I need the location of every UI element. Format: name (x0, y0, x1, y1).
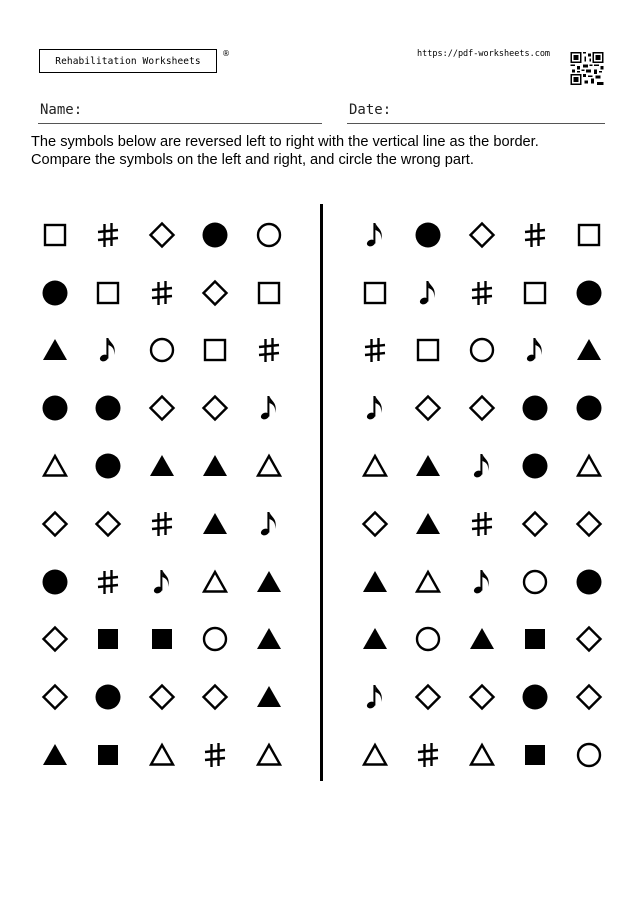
right-symbol-cell[interactable] (402, 206, 456, 264)
square-outline-icon (201, 336, 229, 364)
right-symbol-cell[interactable] (509, 553, 563, 611)
right-symbol-cell[interactable] (402, 495, 456, 553)
note-icon (94, 336, 122, 364)
right-symbol-cell[interactable] (402, 611, 456, 669)
circle-outline-icon (521, 568, 549, 596)
square-outline-icon (361, 279, 389, 307)
left-symbol-cell[interactable] (242, 495, 296, 553)
date-field[interactable] (347, 102, 605, 124)
circle-filled-icon (41, 279, 69, 307)
circle-outline-icon (201, 625, 229, 653)
triangle-outline-icon (468, 741, 496, 769)
circle-outline-icon (148, 336, 176, 364)
diamond-outline-icon (201, 683, 229, 711)
diamond-outline-icon (361, 510, 389, 538)
square-outline-icon (521, 279, 549, 307)
left-symbol-cell[interactable] (28, 206, 82, 264)
note-icon (361, 221, 389, 249)
diamond-outline-icon (148, 394, 176, 422)
left-symbol-cell[interactable] (135, 437, 189, 495)
triangle-outline-icon (361, 452, 389, 480)
left-symbol-cell[interactable] (28, 611, 82, 669)
diamond-outline-icon (468, 394, 496, 422)
left-symbol-cell[interactable] (189, 206, 243, 264)
left-symbol-cell[interactable] (242, 553, 296, 611)
right-symbol-cell[interactable] (348, 611, 402, 669)
instructions (31, 133, 539, 169)
circle-outline-icon (575, 741, 603, 769)
left-symbol-cell[interactable] (28, 553, 82, 611)
sharp-icon (148, 510, 176, 538)
left-symbol-cell[interactable] (242, 726, 296, 784)
circle-filled-icon (41, 394, 69, 422)
note-icon (361, 394, 389, 422)
sharp-icon (148, 279, 176, 307)
diamond-outline-icon (414, 394, 442, 422)
left-symbol-cell[interactable] (242, 668, 296, 726)
left-symbol-cell[interactable] (189, 726, 243, 784)
left-symbol-cell[interactable] (82, 668, 136, 726)
right-symbol-cell[interactable] (402, 379, 456, 437)
right-symbol-cell[interactable] (455, 611, 509, 669)
site-url[interactable]: https://pdf-worksheets.com (417, 49, 551, 59)
triangle-filled-icon (414, 510, 442, 538)
left-symbol-cell[interactable] (135, 495, 189, 553)
instruction-line-1: The symbols below are reversed left to right with the vertical line as the border. (31, 134, 539, 150)
right-symbol-cell[interactable] (509, 726, 563, 784)
left-symbol-cell[interactable] (189, 437, 243, 495)
right-symbol-cell[interactable] (562, 668, 616, 726)
diamond-outline-icon (201, 394, 229, 422)
left-symbol-cell[interactable] (82, 437, 136, 495)
triangle-filled-icon (414, 452, 442, 480)
qr-code-icon (570, 52, 604, 85)
left-symbol-cell[interactable] (242, 611, 296, 669)
left-symbol-cell[interactable] (82, 206, 136, 264)
left-symbol-cell[interactable] (82, 379, 136, 437)
left-symbol-cell[interactable] (82, 726, 136, 784)
triangle-outline-icon (41, 452, 69, 480)
worksheet-title-box (39, 49, 217, 73)
right-symbol-cell[interactable] (348, 726, 402, 784)
right-symbol-cell[interactable] (562, 264, 616, 322)
square-filled-icon (148, 625, 176, 653)
left-symbol-cell[interactable] (189, 264, 243, 322)
right-symbol-cell[interactable] (509, 668, 563, 726)
diamond-outline-icon (41, 625, 69, 653)
circle-filled-icon (521, 683, 549, 711)
sharp-icon (94, 568, 122, 596)
left-symbol-cell[interactable] (189, 379, 243, 437)
diamond-outline-icon (41, 510, 69, 538)
triangle-filled-icon (361, 568, 389, 596)
left-symbol-cell[interactable] (28, 322, 82, 380)
circle-filled-icon (94, 394, 122, 422)
left-symbol-cell[interactable] (28, 495, 82, 553)
left-symbol-cell[interactable] (82, 611, 136, 669)
right-symbol-cell[interactable] (562, 379, 616, 437)
left-symbol-cell[interactable] (242, 206, 296, 264)
triangle-outline-icon (361, 741, 389, 769)
circle-filled-icon (41, 568, 69, 596)
triangle-outline-icon (148, 741, 176, 769)
sharp-icon (468, 510, 496, 538)
right-symbol-cell[interactable] (402, 437, 456, 495)
right-symbol-cell[interactable] (509, 206, 563, 264)
circle-filled-icon (575, 568, 603, 596)
left-symbol-cell[interactable] (135, 611, 189, 669)
right-symbol-cell[interactable] (562, 553, 616, 611)
right-symbol-cell[interactable] (348, 495, 402, 553)
instruction-line-2: Compare the symbols on the left and right, and circle the wrong part. (31, 152, 474, 168)
left-symbol-cell[interactable] (135, 668, 189, 726)
left-symbol-cell[interactable] (135, 379, 189, 437)
triangle-filled-icon (255, 568, 283, 596)
right-symbol-cell[interactable] (562, 726, 616, 784)
mirror-divider-line (320, 204, 323, 781)
note-icon (255, 394, 283, 422)
name-label: Name: (40, 102, 83, 118)
left-symbol-cell[interactable] (82, 264, 136, 322)
right-symbol-cell[interactable] (348, 553, 402, 611)
right-symbol-cell[interactable] (509, 379, 563, 437)
diamond-outline-icon (201, 279, 229, 307)
sharp-icon (201, 741, 229, 769)
circle-filled-icon (521, 394, 549, 422)
triangle-filled-icon (41, 741, 69, 769)
right-symbol-cell[interactable] (455, 726, 509, 784)
note-icon (255, 510, 283, 538)
left-symbol-cell[interactable] (135, 206, 189, 264)
note-icon (361, 683, 389, 711)
left-symbol-cell[interactable] (189, 322, 243, 380)
triangle-outline-icon (201, 568, 229, 596)
triangle-filled-icon (255, 683, 283, 711)
diamond-outline-icon (41, 683, 69, 711)
left-symbol-cell[interactable] (82, 322, 136, 380)
triangle-outline-icon (414, 568, 442, 596)
diamond-outline-icon (575, 625, 603, 653)
left-symbol-cell[interactable] (135, 264, 189, 322)
right-symbol-cell[interactable] (455, 495, 509, 553)
square-filled-icon (94, 741, 122, 769)
left-symbol-cell[interactable] (242, 264, 296, 322)
diamond-outline-icon (468, 221, 496, 249)
circle-filled-icon (94, 683, 122, 711)
diamond-outline-icon (575, 510, 603, 538)
right-symbol-cell[interactable] (402, 322, 456, 380)
right-symbol-cell[interactable] (509, 495, 563, 553)
triangle-filled-icon (148, 452, 176, 480)
right-symbol-cell[interactable] (402, 553, 456, 611)
right-symbol-cell[interactable] (455, 379, 509, 437)
left-symbol-cell[interactable] (135, 726, 189, 784)
right-symbol-cell[interactable] (348, 322, 402, 380)
right-symbol-cell[interactable] (455, 553, 509, 611)
left-symbol-cell[interactable] (28, 437, 82, 495)
note-icon (468, 452, 496, 480)
left-symbol-grid (28, 206, 296, 784)
square-outline-icon (575, 221, 603, 249)
left-symbol-cell[interactable] (82, 495, 136, 553)
diamond-outline-icon (575, 683, 603, 711)
right-symbol-cell[interactable] (562, 322, 616, 380)
circle-filled-icon (201, 221, 229, 249)
triangle-filled-icon (255, 625, 283, 653)
left-symbol-cell[interactable] (242, 379, 296, 437)
square-filled-icon (521, 741, 549, 769)
right-symbol-cell[interactable] (562, 495, 616, 553)
diamond-outline-icon (468, 683, 496, 711)
diamond-outline-icon (521, 510, 549, 538)
right-symbol-cell[interactable] (455, 206, 509, 264)
right-symbol-cell[interactable] (402, 264, 456, 322)
note-icon (414, 279, 442, 307)
note-icon (468, 568, 496, 596)
diamond-outline-icon (414, 683, 442, 711)
right-symbol-grid (348, 206, 616, 784)
right-symbol-cell[interactable] (509, 611, 563, 669)
right-symbol-cell[interactable] (455, 264, 509, 322)
right-symbol-cell[interactable] (509, 322, 563, 380)
sharp-icon (361, 336, 389, 364)
circle-outline-icon (468, 336, 496, 364)
diamond-outline-icon (94, 510, 122, 538)
right-symbol-cell[interactable] (348, 264, 402, 322)
right-symbol-cell[interactable] (455, 437, 509, 495)
worksheet-title: Rehabilitation Worksheets (55, 55, 201, 67)
left-symbol-cell[interactable] (135, 553, 189, 611)
right-symbol-cell[interactable] (509, 264, 563, 322)
right-symbol-cell[interactable] (455, 668, 509, 726)
sharp-icon (255, 336, 283, 364)
square-outline-icon (94, 279, 122, 307)
date-label: Date: (349, 102, 392, 118)
square-filled-icon (521, 625, 549, 653)
circle-filled-icon (521, 452, 549, 480)
left-symbol-cell[interactable] (189, 668, 243, 726)
note-icon (521, 336, 549, 364)
right-symbol-cell[interactable] (348, 437, 402, 495)
right-symbol-cell[interactable] (562, 437, 616, 495)
square-outline-icon (255, 279, 283, 307)
note-icon (148, 568, 176, 596)
square-outline-icon (41, 221, 69, 249)
right-symbol-cell[interactable] (348, 206, 402, 264)
left-symbol-cell[interactable] (189, 495, 243, 553)
right-symbol-cell[interactable] (402, 668, 456, 726)
circle-outline-icon (255, 221, 283, 249)
right-symbol-cell[interactable] (562, 611, 616, 669)
right-symbol-cell[interactable] (562, 206, 616, 264)
circle-filled-icon (575, 279, 603, 307)
name-field[interactable] (38, 102, 322, 124)
triangle-filled-icon (468, 625, 496, 653)
sharp-icon (468, 279, 496, 307)
left-symbol-cell[interactable] (189, 611, 243, 669)
right-symbol-cell[interactable] (455, 322, 509, 380)
circle-filled-icon (94, 452, 122, 480)
diamond-outline-icon (148, 221, 176, 249)
triangle-filled-icon (575, 336, 603, 364)
triangle-filled-icon (361, 625, 389, 653)
triangle-filled-icon (41, 336, 69, 364)
left-symbol-cell[interactable] (28, 264, 82, 322)
left-symbol-cell[interactable] (189, 553, 243, 611)
circle-filled-icon (414, 221, 442, 249)
right-symbol-cell[interactable] (402, 726, 456, 784)
registered-mark: ® (222, 49, 230, 58)
triangle-filled-icon (201, 510, 229, 538)
square-filled-icon (94, 625, 122, 653)
right-symbol-cell[interactable] (509, 437, 563, 495)
left-symbol-cell[interactable] (28, 668, 82, 726)
sharp-icon (94, 221, 122, 249)
right-symbol-cell[interactable] (348, 668, 402, 726)
right-symbol-cell[interactable] (348, 379, 402, 437)
triangle-outline-icon (255, 741, 283, 769)
triangle-outline-icon (575, 452, 603, 480)
left-symbol-cell[interactable] (242, 322, 296, 380)
triangle-outline-icon (255, 452, 283, 480)
diamond-outline-icon (148, 683, 176, 711)
left-symbol-cell[interactable] (135, 322, 189, 380)
left-symbol-cell[interactable] (28, 379, 82, 437)
left-symbol-cell[interactable] (28, 726, 82, 784)
sharp-icon (521, 221, 549, 249)
triangle-filled-icon (201, 452, 229, 480)
circle-filled-icon (575, 394, 603, 422)
sharp-icon (414, 741, 442, 769)
square-outline-icon (414, 336, 442, 364)
circle-outline-icon (414, 625, 442, 653)
left-symbol-cell[interactable] (242, 437, 296, 495)
left-symbol-cell[interactable] (82, 553, 136, 611)
